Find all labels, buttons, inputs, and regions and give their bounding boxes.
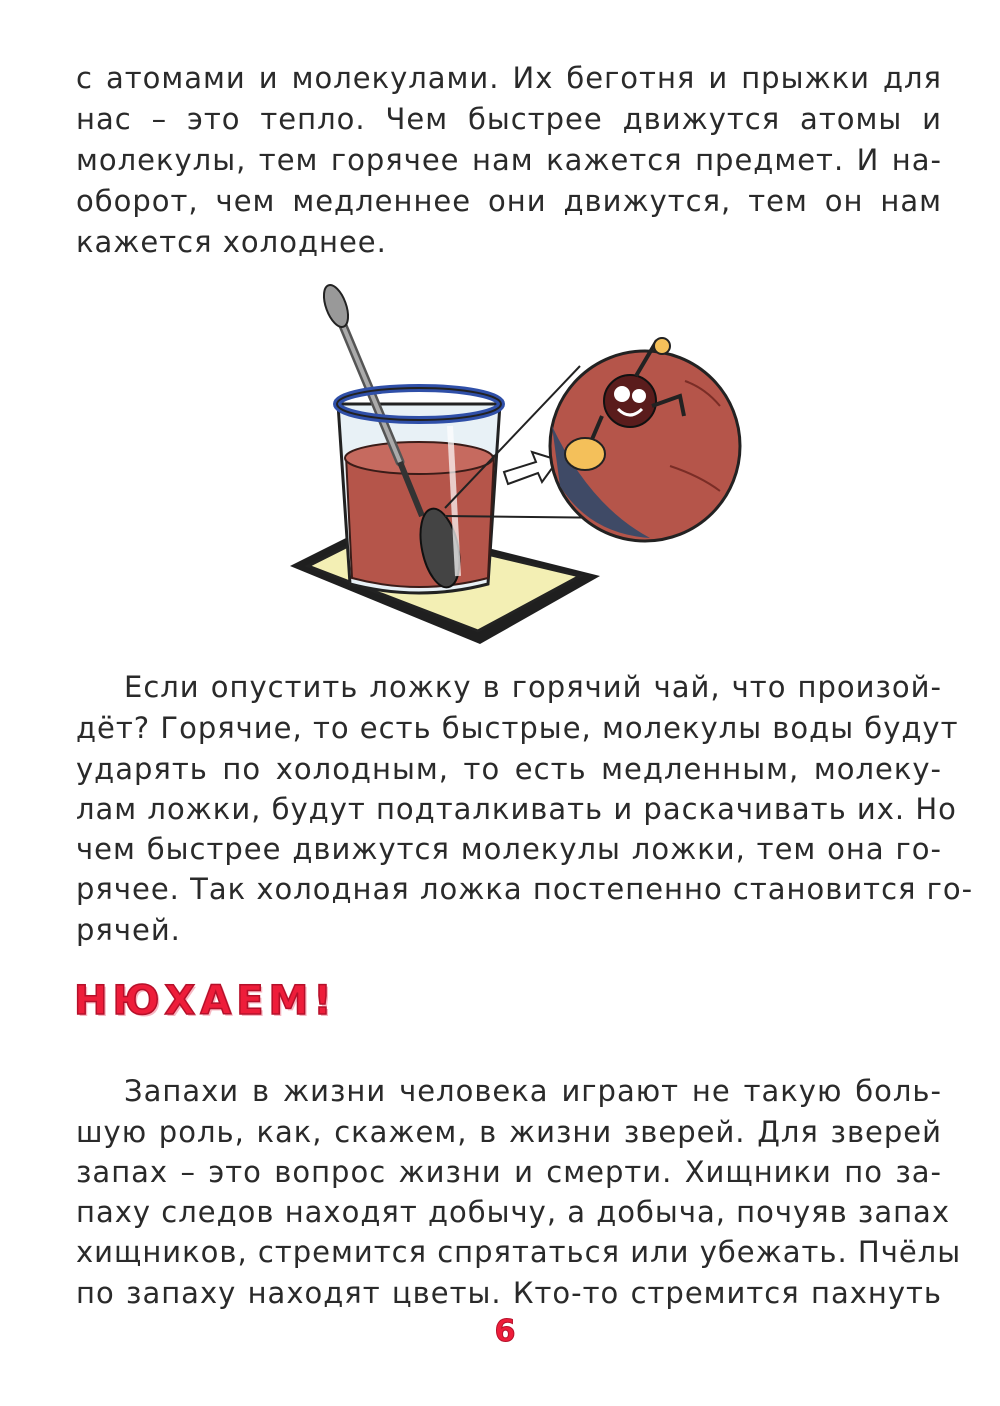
text-line: чем быстрее движутся молекулы ложки, тем она го-: [76, 832, 942, 866]
text-line: нас – это тепло. Чем быстрее движутся атомы и: [76, 102, 942, 136]
text-line: Если опустить ложку в горячий чай, что произой-: [124, 670, 942, 704]
text-line: паху следов находят добычу, а добыча, почуяв запах: [76, 1195, 950, 1229]
fist-icon: [565, 438, 605, 470]
text-line: оборот, чем медленнее они движутся, тем он нам: [76, 184, 942, 218]
text-line: хищников, стремится спрятаться или убежать. Пчёлы: [76, 1235, 962, 1269]
text-line: запах – это вопрос жизни и смерти. Хищники по за-: [76, 1155, 942, 1189]
text-line: молекулы, тем горячее нам кажется предмет. И на-: [76, 143, 942, 177]
molecule-hand-icon: [654, 338, 670, 354]
page-number: 6: [494, 1314, 516, 1349]
text-line: Запахи в жизни человека играют не такую боль-: [124, 1074, 942, 1108]
text-line: с атомами и молекулами. Их беготня и прыжки для: [76, 61, 942, 95]
molecule-character: [604, 375, 656, 427]
text-line: рячей.: [76, 913, 181, 947]
text-line: лам ложки, будут подталкивать и раскачивать их. Но: [76, 792, 957, 826]
text-line: дёт? Горячие, то есть быстрые, молекулы воды будут: [76, 711, 959, 745]
text-line: по запаху находят цветы. Кто-то стремится пахнуть: [76, 1276, 942, 1310]
tea-surface: [345, 442, 493, 474]
spoon-top: [319, 282, 353, 330]
text-line: шую роль, как, скажем, в жизни зверей. Для зверей: [76, 1115, 942, 1149]
tea-glass-illustration: [290, 276, 760, 656]
text-line: рячее. Так холодная ложка постепенно становится го-: [76, 872, 974, 906]
text-line: ударять по холодным, то есть медленным, молеку-: [76, 752, 942, 786]
text-line: кажется холоднее.: [76, 225, 387, 259]
section-heading: НЮХАЕМ!: [74, 978, 337, 1024]
